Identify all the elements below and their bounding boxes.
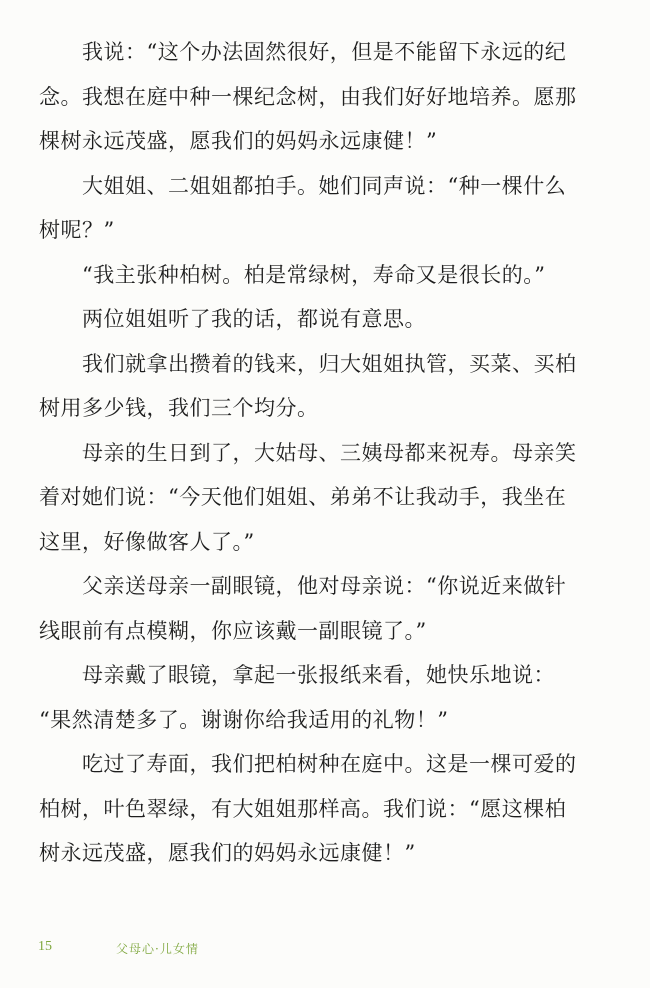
text-line: 这里，好像做客人了。” [39,529,255,554]
page-footer [38,939,338,959]
page-number: 15 [38,939,52,954]
text-line: 两位姐姐听了我的话，都说有意思。 [39,307,426,331]
text-line: 线眼前有点模糊，你应该戴一副眼镜了。” [39,618,427,643]
paragraph [39,297,599,342]
paragraph [39,253,599,298]
text-line: “我主张种柏树。柏是常绿树，寿命又是很长的。” [39,262,546,287]
text-line: 母亲的生日到了，大姑母、三姨母都来祝寿。母亲笑 [39,440,577,465]
text-line: “果然清楚多了。谢谢你给我适用的礼物！” [39,707,449,732]
body-text [39,30,599,876]
text-line: 父亲送母亲一副眼镜，他对母亲说：“你说近来做针 [39,574,567,598]
text-line: 大姐姐、二姐姐都拍手。她们同声说：“种一棵什么 [39,173,567,198]
text-line: 树用多少钱，我们三个均分。 [39,396,319,420]
text-line: 树呢？” [39,218,115,242]
paragraph [39,431,599,565]
text-line: 吃过了寿面，我们把柏树种在庭中。这是一棵可爱的 [39,752,577,776]
text-line: 树永远茂盛，愿我们的妈妈永远康健！” [39,841,416,865]
paragraph [39,164,599,253]
paragraph [39,342,599,431]
text-line: 念。我想在庭中种一棵纪念树，由我们好好地培养。愿那 [39,84,577,109]
paragraph [39,653,599,742]
text-line: 柏树，叶色翠绿，有大姐姐那样高。我们说：“愿这棵柏 [39,796,567,821]
text-line: 着对她们说：“今天他们姐姐、弟弟不让我动手，我坐在 [39,485,567,509]
paragraph [39,564,599,653]
text-line: 棵树永远茂盛，愿我们的妈妈永远康健！” [39,129,438,153]
text-line: 母亲戴了眼镜，拿起一张报纸来看，她快乐地说： [39,663,555,687]
running-title: 父母心·儿女情 [116,942,199,956]
paragraph [39,30,599,164]
text-line: 我们就拿出攒着的钱来，归大姐姐执管，买菜、买柏 [39,351,577,376]
paragraph [39,742,599,876]
text-line: 我说：“这个办法固然很好，但是不能留下永远的纪 [39,40,567,64]
